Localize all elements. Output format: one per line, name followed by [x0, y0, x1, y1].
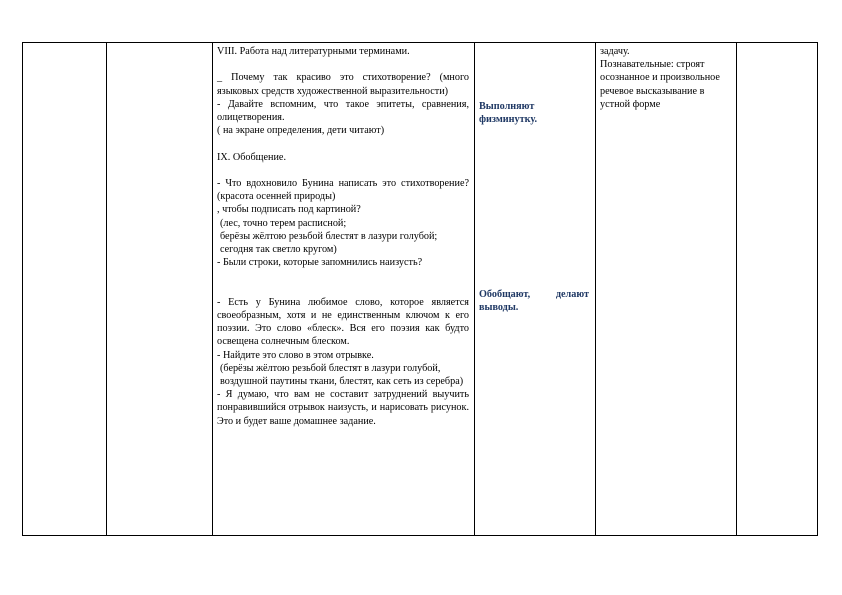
homework-text: - Я думаю, что вам не составит затруднений выучить понравившийся отрывок наизусть, и нарисовать рисунок. Это и будет ваше домашнее задание.	[217, 389, 469, 427]
section-heading-viii: VIII. Работа над литературными терминами.	[217, 46, 410, 57]
column-divider	[212, 43, 213, 535]
instruction-text: - Давайте вспомним, что такое эпитеты, сравнения, олицетворения.	[217, 98, 469, 123]
column-divider	[106, 43, 107, 535]
lesson-table	[22, 42, 818, 536]
teacher-activity-cell	[217, 45, 469, 535]
poem-quote: (лес, точно терем расписной;	[220, 217, 347, 229]
outcome-text: Познавательные: строят осознанное и произвольное речевое высказывание в устной форме	[600, 59, 720, 110]
paragraph-text: - Есть у Бунина любимое слово, которое является своеобразным, хотя и не единственным ключом к его поэзии. Это слово «блеск». Вся его поэзия как будто освещена солнечным блеском.	[217, 296, 469, 348]
column-divider	[595, 43, 596, 535]
question-text: _ Почему так красиво это стихотворение? (много языковых средств художественной выразительности)	[217, 72, 469, 97]
column-divider	[474, 43, 475, 535]
outcomes-cell	[600, 45, 728, 535]
question-text: , чтобы подписать под картиной?	[217, 204, 361, 216]
poem-quote: воздушной паутины ткани, блестят, как сеть из серебра)	[220, 376, 464, 387]
section-heading-ix: IX. Обобщение.	[217, 151, 286, 163]
instruction-text: - Найдите это слово в этом отрывке.	[217, 349, 374, 361]
outcome-text: задачу.	[600, 46, 630, 57]
question-text: - Были строки, которые запомнились наизусть?	[217, 257, 423, 269]
column-divider	[736, 43, 737, 535]
poem-quote: сегодня так светло кругом)	[220, 244, 337, 255]
note-text: ( на экране определения, дети читают)	[217, 125, 385, 137]
question-text: - Что вдохновило Бунина написать это стихотворение? (красота осенней природы)	[217, 177, 469, 203]
poem-quote: берёзы жёлтою резьбой блестят в лазури голубой;	[220, 230, 438, 242]
student-action-2: Обобщают, делают выводы.	[479, 289, 589, 314]
poem-quote: (берёзы жёлтою резьбой блестят в лазури голубой,	[220, 362, 441, 374]
student-action-1: Выполняют физминутку.	[479, 101, 537, 126]
